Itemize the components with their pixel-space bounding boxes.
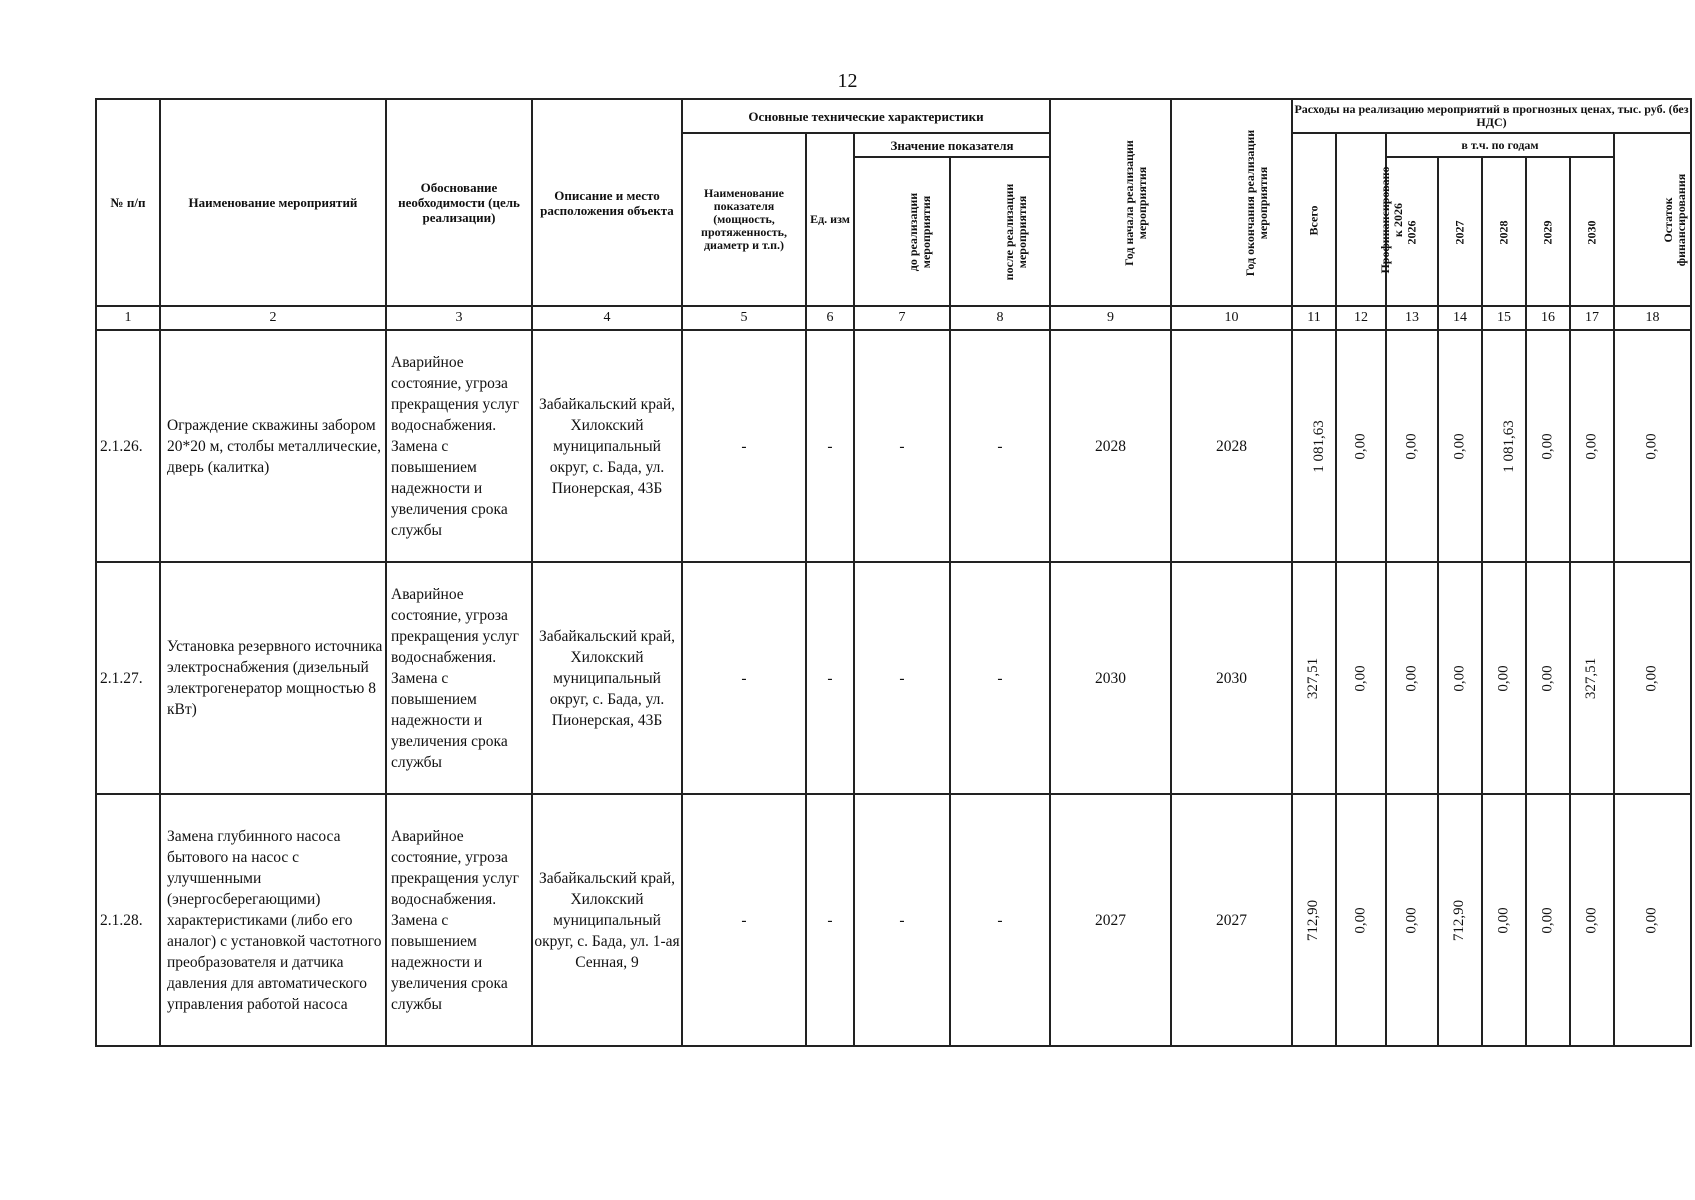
row-2030: 0,00 — [1570, 794, 1614, 1046]
col-num: 16 — [1526, 306, 1570, 330]
col-num: 5 — [682, 306, 806, 330]
row-number: 2.1.27. — [96, 562, 160, 794]
row-justification: Аварийное состояние, угроза прекращения услуг водоснабжения. Замена с повышением надежности и увеличения срока службы — [386, 562, 532, 794]
row-2027: 0,00 — [1438, 562, 1482, 794]
row-year-end: 2030 — [1171, 562, 1292, 794]
row-2026: 0,00 — [1386, 330, 1438, 562]
row-total: 712,90 — [1292, 794, 1336, 1046]
row-unit: - — [806, 562, 854, 794]
header-tech-group: Основные технические характеристики — [682, 99, 1050, 133]
col-num: 3 — [386, 306, 532, 330]
row-remainder: 0,00 — [1614, 794, 1691, 1046]
col-num: 2 — [160, 306, 386, 330]
row-before: - — [854, 794, 950, 1046]
row-after: - — [950, 330, 1050, 562]
header-name: Наименование мероприятий — [160, 99, 386, 306]
row-total: 1 081,63 — [1292, 330, 1336, 562]
header-2030: 2030 — [1570, 157, 1614, 306]
row-prefinanced: 0,00 — [1336, 794, 1386, 1046]
header-before: до реализации мероприятия — [854, 157, 950, 306]
row-2028: 0,00 — [1482, 562, 1526, 794]
row-number: 2.1.26. — [96, 330, 160, 562]
row-indicator: - — [682, 794, 806, 1046]
header-2028: 2028 — [1482, 157, 1526, 306]
table-row — [96, 794, 1691, 1046]
header-year-start: Год начала реализации мероприятия — [1050, 99, 1171, 306]
header-remainder: Остаток финансирования — [1614, 133, 1691, 306]
row-year-end: 2028 — [1171, 330, 1292, 562]
row-description: Забайкальский край, Хилокский муниципальный округ, с. Бада, ул. Пионерская, 43Б — [532, 330, 682, 562]
col-num: 8 — [950, 306, 1050, 330]
col-num: 14 — [1438, 306, 1482, 330]
row-before: - — [854, 330, 950, 562]
header-unit: Ед. изм — [806, 133, 854, 306]
row-2026: 0,00 — [1386, 562, 1438, 794]
header-total: Всего — [1292, 133, 1336, 306]
col-num: 10 — [1171, 306, 1292, 330]
header-indicator-name: Наименование показателя (мощность, протяженность, диаметр и т.п.) — [682, 133, 806, 306]
header-by-years: в т.ч. по годам — [1386, 133, 1614, 157]
row-2029: 0,00 — [1526, 794, 1570, 1046]
header-2029: 2029 — [1526, 157, 1570, 306]
row-name: Установка резервного источника электроснабжения (дизельный электрогенератор мощностью 8 кВт) — [160, 562, 386, 794]
row-total: 327,51 — [1292, 562, 1336, 794]
header-prefinanced: Профинансировано к 2026 — [1336, 133, 1386, 306]
row-2028: 1 081,63 — [1482, 330, 1526, 562]
row-prefinanced: 0,00 — [1336, 562, 1386, 794]
col-num: 1 — [96, 306, 160, 330]
row-indicator: - — [682, 330, 806, 562]
row-description: Забайкальский край, Хилокский муниципальный округ, с. Бада, ул. Пионерская, 43Б — [532, 562, 682, 794]
row-2026: 0,00 — [1386, 794, 1438, 1046]
row-justification: Аварийное состояние, угроза прекращения услуг водоснабжения. Замена с повышением надежности и увеличения срока службы — [386, 330, 532, 562]
investment-table — [95, 98, 1692, 1047]
row-year-start: 2027 — [1050, 794, 1171, 1046]
row-year-end: 2027 — [1171, 794, 1292, 1046]
row-2027: 0,00 — [1438, 330, 1482, 562]
col-num: 12 — [1336, 306, 1386, 330]
col-num: 9 — [1050, 306, 1171, 330]
column-number-row — [96, 306, 1691, 330]
row-after: - — [950, 794, 1050, 1046]
col-num: 7 — [854, 306, 950, 330]
header-justification: Обоснование необходимости (цель реализации) — [386, 99, 532, 306]
header-num: № п/п — [96, 99, 160, 306]
row-2030: 327,51 — [1570, 562, 1614, 794]
col-num: 4 — [532, 306, 682, 330]
row-justification: Аварийное состояние, угроза прекращения услуг водоснабжения. Замена с повышением надежности и увеличения срока службы — [386, 794, 532, 1046]
row-prefinanced: 0,00 — [1336, 330, 1386, 562]
header-value-group: Значение показателя — [854, 133, 1050, 157]
row-name: Ограждение скважины забором 20*20 м, столбы металлические, дверь (калитка) — [160, 330, 386, 562]
col-num: 13 — [1386, 306, 1438, 330]
row-2027: 712,90 — [1438, 794, 1482, 1046]
row-number: 2.1.28. — [96, 794, 160, 1046]
header-description: Описание и место расположения объекта — [532, 99, 682, 306]
col-num: 17 — [1570, 306, 1614, 330]
page-number: 12 — [837, 70, 858, 92]
row-after: - — [950, 562, 1050, 794]
row-2029: 0,00 — [1526, 330, 1570, 562]
header-costs-group: Расходы на реализацию мероприятий в прогнозных ценах, тыс. руб. (без НДС) — [1292, 99, 1691, 133]
row-description: Забайкальский край, Хилокский муниципальный округ, с. Бада, ул. 1-ая Сенная, 9 — [532, 794, 682, 1046]
col-num: 15 — [1482, 306, 1526, 330]
row-year-start: 2028 — [1050, 330, 1171, 562]
header-after: после реализации мероприятия — [950, 157, 1050, 306]
row-unit: - — [806, 794, 854, 1046]
col-num: 11 — [1292, 306, 1336, 330]
row-2030: 0,00 — [1570, 330, 1614, 562]
row-remainder: 0,00 — [1614, 562, 1691, 794]
header-2027: 2027 — [1438, 157, 1482, 306]
row-year-start: 2030 — [1050, 562, 1171, 794]
row-2029: 0,00 — [1526, 562, 1570, 794]
header-2026: 2026 — [1386, 157, 1438, 306]
table-row — [96, 330, 1691, 562]
table-row — [96, 562, 1691, 794]
row-name: Замена глубинного насоса бытового на насос с улучшенными (энергосберегающими) характеристиками (либо его аналог) с установкой частотного преобразователя и датчика давления для автоматического управления работой насоса — [160, 794, 386, 1046]
col-num: 18 — [1614, 306, 1691, 330]
row-remainder: 0,00 — [1614, 330, 1691, 562]
header-year-end: Год окончания реализации мероприятия — [1171, 99, 1292, 306]
row-before: - — [854, 562, 950, 794]
row-2028: 0,00 — [1482, 794, 1526, 1046]
row-unit: - — [806, 330, 854, 562]
col-num: 6 — [806, 306, 854, 330]
row-indicator: - — [682, 562, 806, 794]
